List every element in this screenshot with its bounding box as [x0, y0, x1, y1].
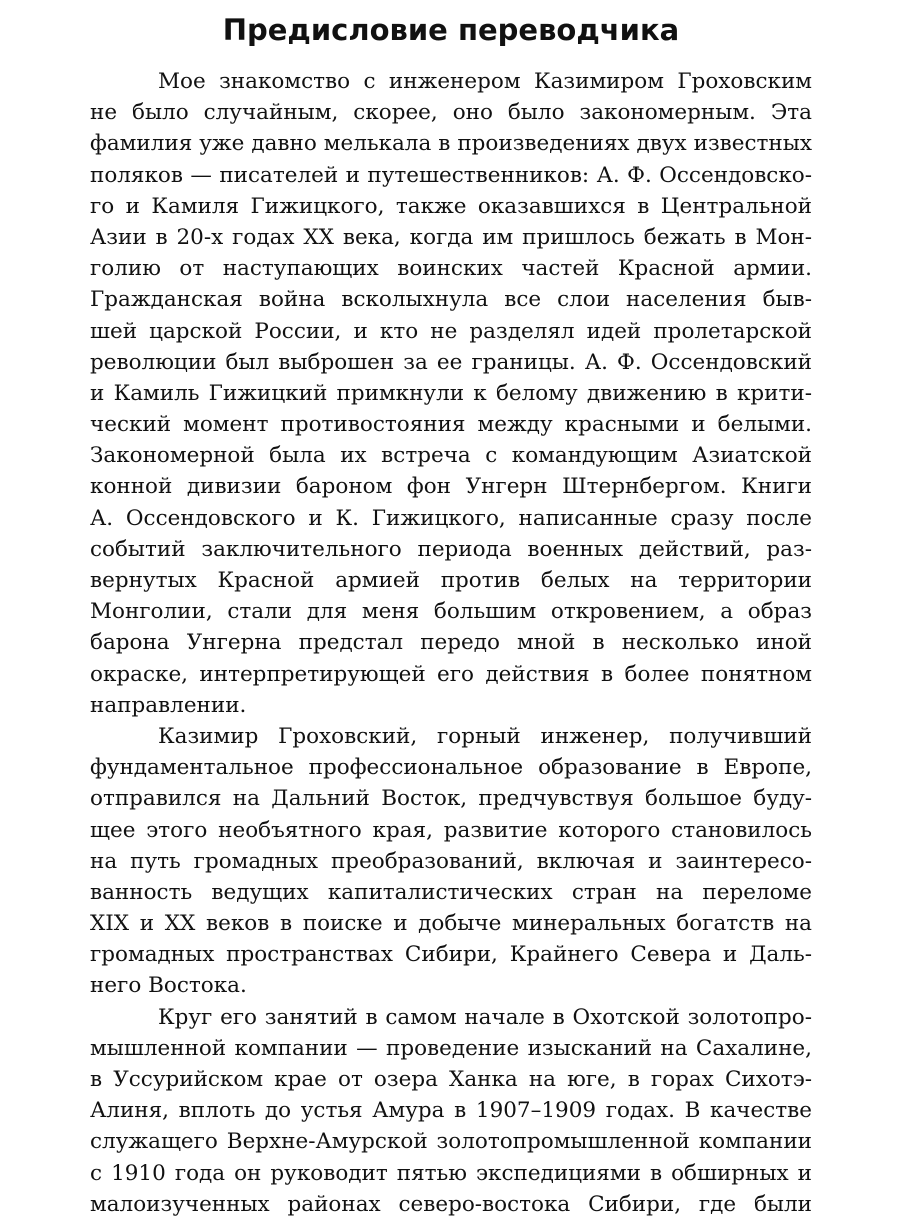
page	[90, 8, 812, 1220]
text-line: щее этого необъятного края, развитие которого становилось	[90, 817, 812, 843]
text-line: направлении.	[90, 692, 247, 718]
text-line: не было случайным, скорее, оно было закономерным. Эта	[90, 100, 812, 126]
text-line: малоизученных районах северо-востока Сибири, где были	[90, 1191, 812, 1217]
text-line: Гражданская война всколыхнула все слои населения быв-	[90, 287, 812, 313]
text-line: на путь громадных преобразований, включая и заинтересо-	[90, 848, 812, 874]
text-line: Мое знакомство с инженером Казимиром Гроховским	[158, 69, 812, 94]
text-line: Круг его занятий в самом начале в Охотской золотопро-	[158, 1004, 812, 1030]
text-line: событий заключительного периода военных действий, раз-	[90, 536, 812, 562]
text-line: служащего Верхне-Амурской золотопромышленной компании	[90, 1129, 812, 1155]
text-line: вернутых Красной армией против белых на территории	[90, 568, 812, 593]
text-line: фундаментальное профессиональное образование в Европе,	[90, 755, 812, 781]
text-line: громадных пространствах Сибири, Крайнего Севера и Даль-	[90, 942, 812, 968]
text-line: шей царской России, и кто не разделял идей пролетарской	[90, 318, 812, 344]
text-line: Монголии, стали для меня большим откровением, а образ	[90, 599, 812, 625]
paragraph-2	[90, 721, 812, 1002]
paragraph-3	[90, 1002, 812, 1220]
text-line: Азии в 20-х годах XX века, когда им пришлось бежать в Мон-	[90, 224, 812, 250]
text-line: XIX и XX веков в поиске и добыче минеральных богатств на	[90, 911, 812, 937]
text-line: Казимир Гроховский, горный инженер, получивший	[158, 723, 812, 749]
paragraph-1	[90, 66, 812, 721]
text-line: мышленной компании — проведение изысканий на Сахалине,	[90, 1035, 812, 1061]
text-line: барона Унгерна предстал передо мной в несколько иной	[90, 630, 812, 656]
text-line: и Камиль Гижицкий примкнули к белому движению в крити-	[90, 380, 812, 406]
text-line: конной дивизии бароном фон Унгерн Штернбергом. Книги	[90, 474, 812, 500]
text-line: голию от наступающих воинских частей Красной армии.	[90, 256, 812, 282]
text-line: отправился на Дальний Восток, предчувствуя большое буду-	[90, 786, 812, 812]
text-line: го и Камиля Гижицкого, также оказавшихся в Центральной	[90, 193, 812, 219]
text-line: в Уссурийском крае от озера Ханка на юге, в горах Сихотэ-	[90, 1067, 812, 1092]
text-line: фамилия уже давно мелькала в произведениях двух известных	[90, 131, 812, 157]
text-line: А. Оссендовского и К. Гижицкого, написанные сразу после	[90, 505, 812, 531]
text-line: с 1910 года он руководит пятью экспедициями в обширных и	[90, 1160, 812, 1186]
text-line: него Востока.	[90, 973, 247, 999]
page-title: Предисловие переводчика	[222, 13, 680, 47]
text-line: революции был выброшен за ее границы. А. Ф. Оссендовский	[90, 349, 812, 375]
text-line: ванность ведущих капиталистических стран на переломе	[90, 879, 812, 905]
text-line: Закономерной была их встреча с командующим Азиатской	[90, 443, 812, 469]
text-line: ческий момент противостояния между красными и белыми.	[90, 412, 812, 438]
text-line: Алиня, вплоть до устья Амура в 1907–1909 годах. В качестве	[90, 1098, 812, 1124]
text-line: поляков — писателей и путешественников: А. Ф. Оссендовско-	[90, 162, 812, 188]
text-line: окраске, интерпретирующей его действия в более понятном	[90, 661, 812, 687]
